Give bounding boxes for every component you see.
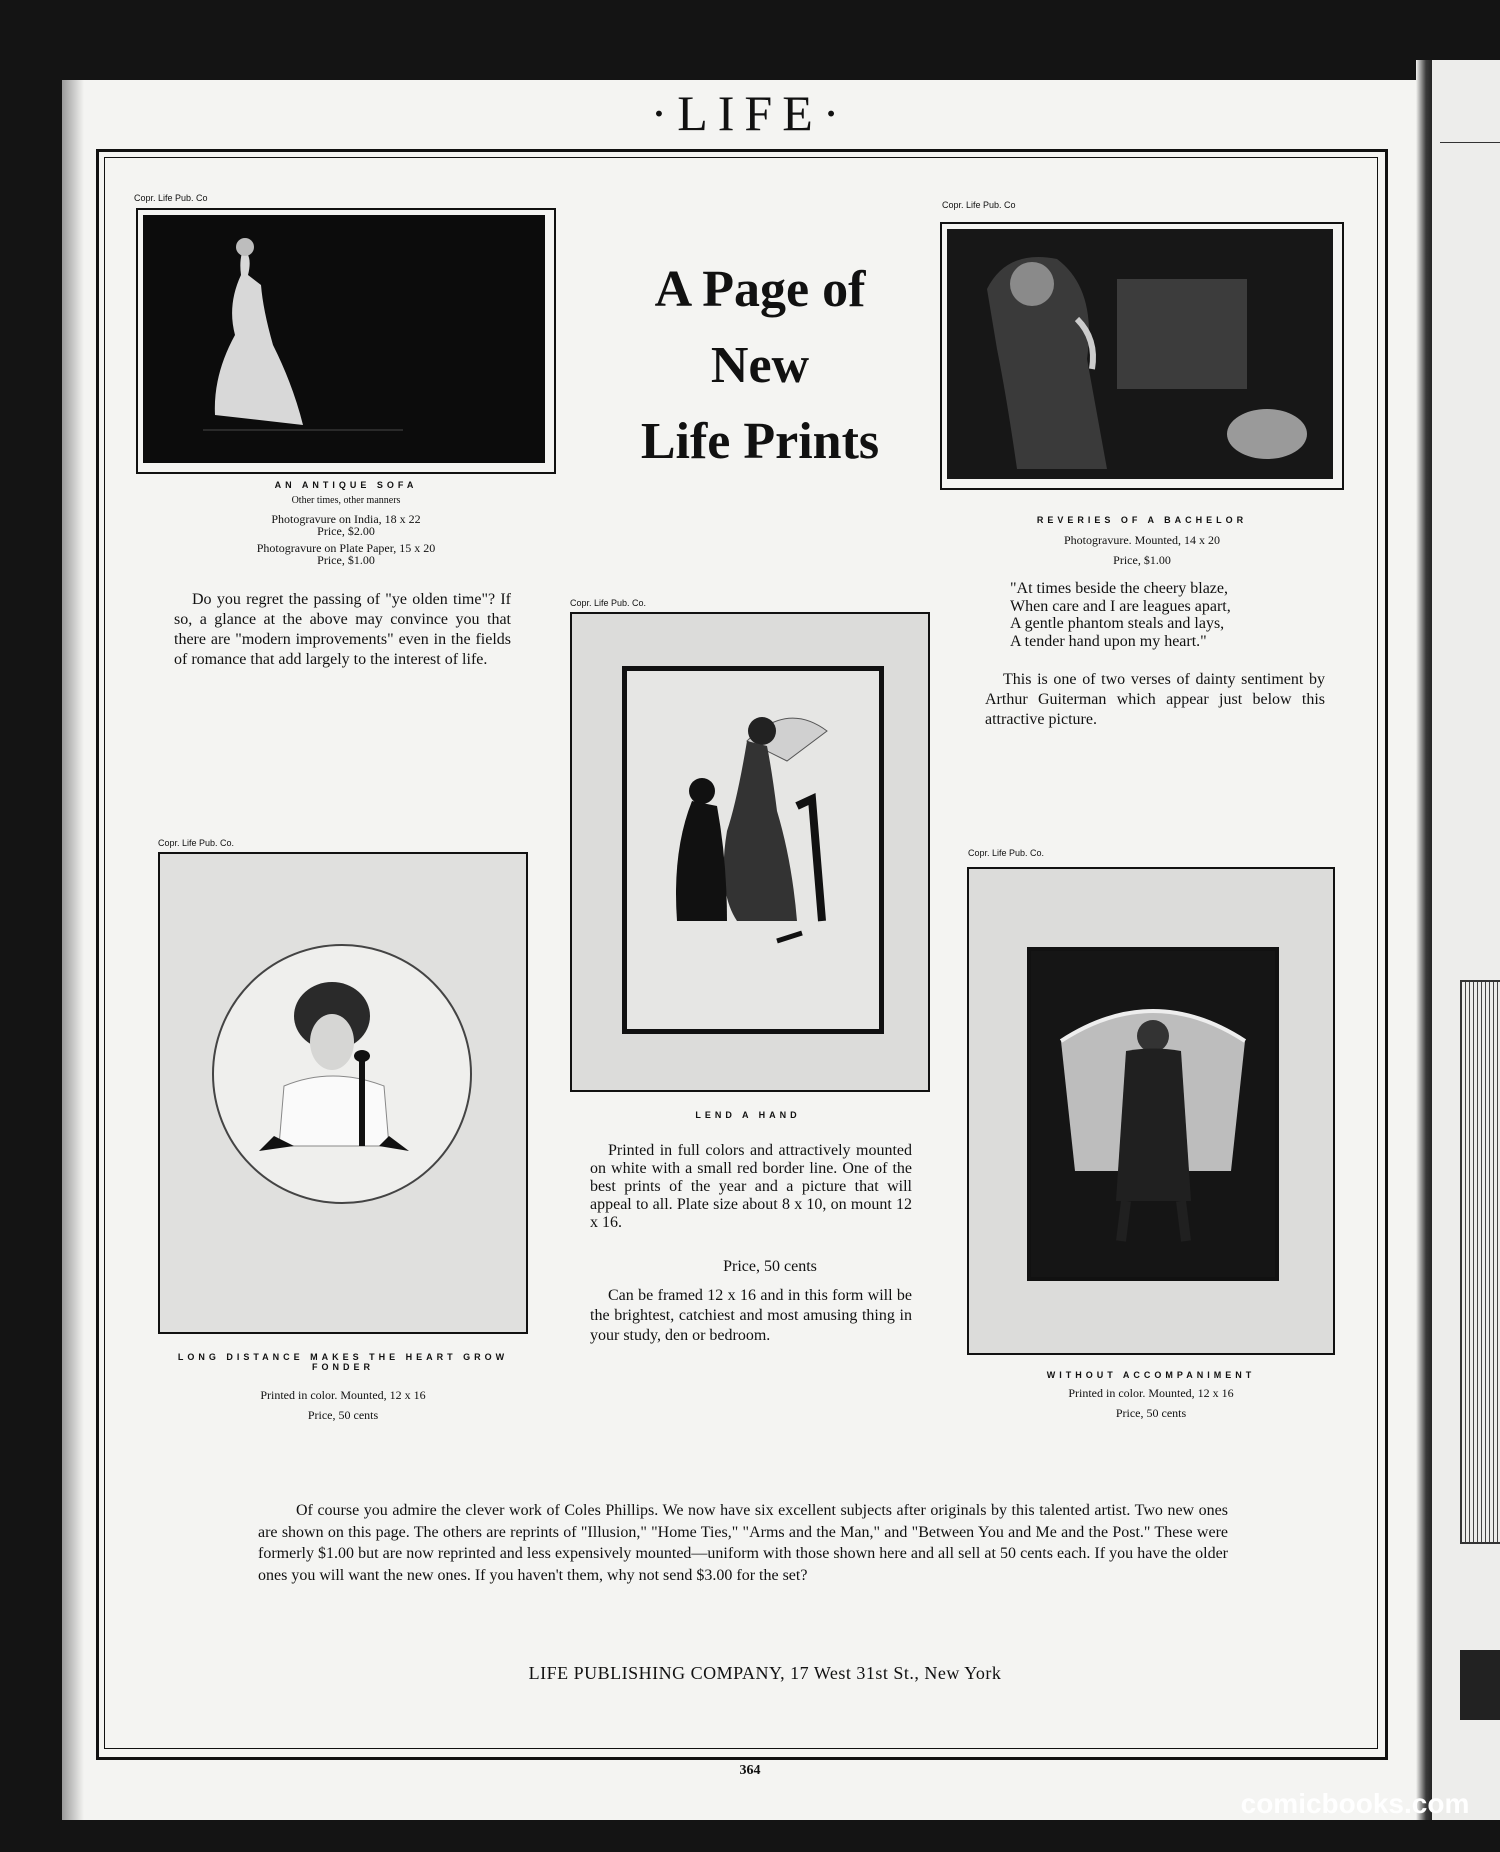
site-watermark: comicbooks.com (1240, 1788, 1470, 1819)
headline-line-1: A Page of (654, 261, 866, 318)
page-edge-shadow (62, 80, 84, 1820)
lend-hand-price: Price, 50 cents (723, 1258, 817, 1275)
verse-line-1: "At times beside the cheery blaze, (1010, 580, 1228, 597)
without-accompaniment-print (967, 867, 1335, 1355)
verse-line-3: A gentle phantom steals and lays, (1010, 615, 1225, 632)
sofa-title: AN ANTIQUE SOFA (274, 480, 418, 490)
page-number: 364 (739, 1763, 761, 1778)
lend-hand-image (622, 666, 884, 1034)
reveries-bachelor-print (940, 222, 1344, 490)
accompaniment-copyright: Copr. Life Pub. Co. (968, 848, 1045, 858)
headline-line-3: Life Prints (640, 413, 880, 470)
lend-a-hand-print (570, 612, 930, 1092)
woman-in-white-dress-image (143, 215, 545, 463)
lend-hand-description: Printed in full colors and attractively mounted on white with a small red border line. One of the best prints of the year and a picture that will appeal to all. Plate size about 8 x 10, on mount 12 x 16. (590, 1142, 912, 1231)
sofa-price-1: Price, $2.00 (317, 524, 375, 538)
couple-on-bench-image (627, 671, 879, 1029)
bachelor-image (947, 229, 1333, 479)
long-distance-title: LONG DISTANCE MAKES THE HEART GROW FONDER (177, 1352, 509, 1372)
lend-hand-framing: Can be framed 12 x 16 and in this form will be the brightest, catchiest and most amusing thing in your study, den or bedroom. (590, 1287, 912, 1344)
bachelor-line-1: Photogravure. Mounted, 14 x 20 (1064, 533, 1220, 547)
long-distance-copyright: Copr. Life Pub. Co. (158, 838, 235, 848)
woman-with-telephone-image (214, 946, 470, 1202)
publisher-address: LIFE PUBLISHING COMPANY, 17 West 31st St., New York (528, 1663, 1002, 1683)
bachelor-title: REVERIES OF A BACHELOR (1036, 515, 1248, 525)
sofa-copyright: Copr. Life Pub. Co (134, 193, 208, 203)
adjacent-page-fragment (1432, 60, 1500, 1820)
lend-hand-copyright: Copr. Life Pub. Co. (570, 598, 647, 608)
woman-in-wicker-chair-image (1031, 951, 1275, 1277)
long-distance-image (212, 944, 472, 1204)
verse-note: This is one of two verses of dainty sentiment by Arthur Guiterman which appear just below this attractive picture. (985, 671, 1325, 728)
bachelor-price: Price, $1.00 (1113, 553, 1171, 567)
sofa-line-1: Photogravure on India, 18 x 22 (271, 512, 421, 526)
accompaniment-image (1027, 947, 1279, 1281)
lend-hand-title: LEND A HAND (695, 1110, 801, 1120)
sofa-line-2: Photogravure on Plate Paper, 15 x 20 (256, 541, 436, 555)
accompaniment-line-1: Printed in color. Mounted, 12 x 16 (1068, 1386, 1234, 1400)
long-distance-print (158, 852, 528, 1334)
verse (1010, 580, 1340, 650)
man-in-armchair-by-fire-image (947, 229, 1333, 479)
long-distance-price: Price, 50 cents (307, 1408, 379, 1422)
masthead-title: ·LIFE· (650, 85, 850, 141)
olden-time-paragraph: Do you regret the passing of "ye olden time"? If so, a glance at the above may convince you that there are "modern improvements" even in the fields of romance that add largely to the interest of life. (174, 591, 511, 668)
verse-line-2: When care and I are leagues apart, (1010, 597, 1231, 615)
long-distance-line-1: Printed in color. Mounted, 12 x 16 (260, 1388, 426, 1402)
sofa-price-2: Price, $1.00 (317, 553, 375, 567)
bachelor-copyright: Copr. Life Pub. Co (942, 200, 1016, 210)
sofa-subtitle: Other times, other manners (291, 495, 401, 506)
headline-line-2: New (710, 337, 810, 394)
accompaniment-title: WITHOUT ACCOMPANIMENT (1046, 1370, 1256, 1380)
coles-phillips-paragraph: Of course you admire the clever work of Coles Phillips. We now have six excellent subjects after originals by this talented artist. Two new ones are shown on this page. The others are reprints of "Illusion," "Home Ties," "Arms and the Man," and "Between You and Me and the Post." These were formerly $1.00 but are now reprinted and less expensively mounted—uniform with those shown here and all sell at 50 cents each. If you have the older ones you will want the new ones. If you haven't them, why not send $3.00 for the set? (258, 1502, 1228, 1584)
sofa-image (143, 215, 545, 463)
verse-line-4: A tender hand upon my heart." (1010, 632, 1207, 650)
headline (590, 252, 930, 480)
accompaniment-price: Price, 50 cents (1115, 1406, 1187, 1420)
antique-sofa-print (136, 208, 556, 474)
